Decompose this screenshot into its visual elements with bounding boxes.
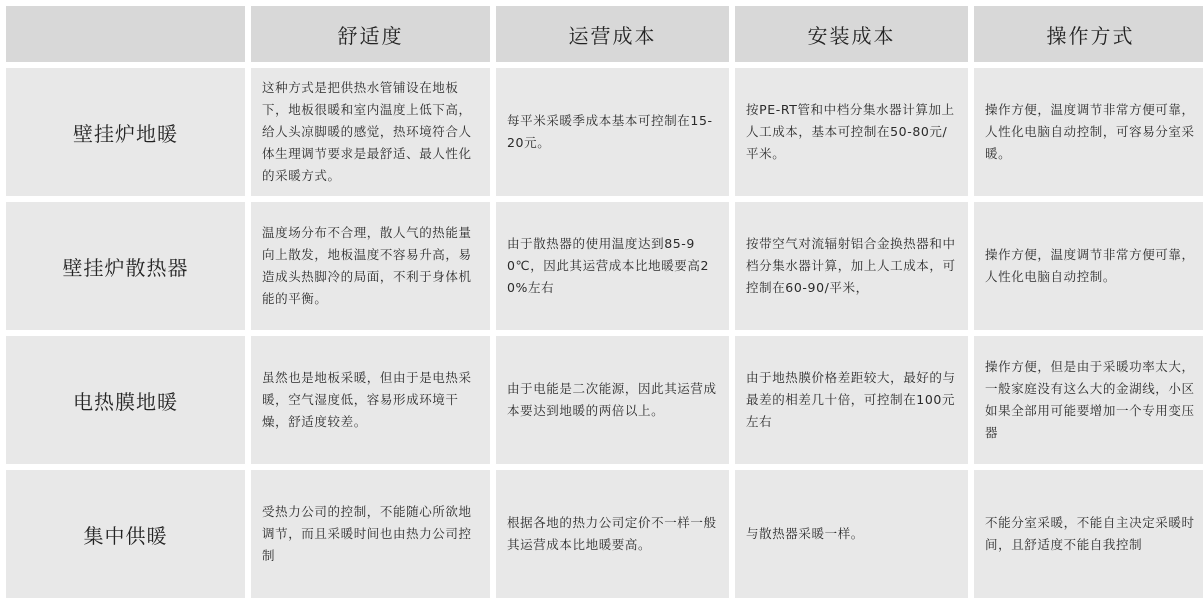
table-cell-comfort	[251, 68, 490, 196]
table-cell-comfort	[251, 202, 490, 330]
header-operating-cost-label: 运营成本	[568, 23, 657, 48]
row-label-central-heating	[6, 470, 245, 598]
table-cell-operating-cost	[496, 68, 729, 196]
cell-text: 这种方式是把供热水管铺设在地板下，地板很暖和室内温度上低下高，给人头凉脚暖的感觉，热环境符合人体生理调节要求是最舒适、最人性化的采暖方式。	[262, 80, 472, 183]
table-cell-comfort	[251, 470, 490, 598]
cell-text: 按带空气对流辐射铝合金换热器和中档分集水器计算，加上人工成本，可控制在60-90/平米，	[746, 236, 956, 295]
table-cell-installation-cost	[735, 470, 968, 598]
table-cell-installation-cost	[735, 336, 968, 464]
row-label-wall-boiler-floor-heating	[6, 68, 245, 196]
header-operation-mode	[974, 6, 1203, 62]
row-label-wall-boiler-radiator	[6, 202, 245, 330]
table-cell-operation-mode	[974, 336, 1203, 464]
cell-text: 受热力公司的控制，不能随心所欲地调节，而且采暖时间也由热力公司控制	[262, 504, 472, 563]
header-installation-cost-label: 安装成本	[807, 23, 896, 48]
cell-text: 由于散热器的使用温度达到85-90℃，因此其运营成本比地暖要高20%左右	[507, 236, 710, 295]
table-cell-operating-cost	[496, 470, 729, 598]
table-cell-installation-cost	[735, 202, 968, 330]
cell-text: 操作方便，温度调节非常方便可靠，人性化电脑自动控制，可容易分室采暖。	[985, 102, 1195, 161]
row-label-text: 电热膜地暖	[73, 389, 178, 414]
table-cell-operating-cost	[496, 336, 729, 464]
table-cell-operation-mode	[974, 202, 1203, 330]
table-cell-operating-cost	[496, 202, 729, 330]
cell-text: 操作方便，但是由于采暖功率太大，一般家庭没有这么大的金湖线，小区如果全部用可能要增加一个专用变压器	[985, 359, 1195, 440]
header-comfort-label: 舒适度	[337, 23, 404, 48]
cell-text: 每平米采暖季成本基本可控制在15-20元。	[507, 113, 713, 150]
row-label-text: 集中供暖	[83, 523, 168, 548]
row-label-electric-film-floor-heating	[6, 336, 245, 464]
cell-text: 根据各地的热力公司定价不一样一般其运营成本比地暖要高。	[507, 515, 717, 552]
header-operation-mode-label: 操作方式	[1046, 23, 1135, 48]
cell-text: 温度场分布不合理，散人气的热能量向上散发，地板温度不容易升高，易造成头热脚冷的局面，不利于身体机能的平衡。	[262, 225, 472, 306]
cell-text: 按PE-RT管和中档分集水器计算加上人工成本，基本可控制在50-80元/平米。	[746, 102, 955, 161]
header-corner-cell	[6, 6, 245, 62]
table-cell-operation-mode	[974, 470, 1203, 598]
table-cell-operation-mode	[974, 68, 1203, 196]
cell-text: 虽然也是地板采暖，但由于是电热采暖，空气湿度低，容易形成环境干燥，舒适度较差。	[262, 370, 472, 429]
cell-text: 与散热器采暖一样。	[746, 526, 864, 541]
table-cell-installation-cost	[735, 68, 968, 196]
header-comfort	[251, 6, 490, 62]
cell-text: 不能分室采暖，不能自主决定采暖时间，且舒适度不能自我控制	[985, 515, 1195, 552]
table-cell-comfort	[251, 336, 490, 464]
header-operating-cost	[496, 6, 729, 62]
cell-text: 操作方便，温度调节非常方便可靠，人性化电脑自动控制。	[985, 247, 1195, 284]
row-label-text: 壁挂炉地暖	[73, 121, 178, 146]
header-installation-cost	[735, 6, 968, 62]
row-label-text: 壁挂炉散热器	[62, 255, 189, 280]
cell-text: 由于地热膜价格差距较大，最好的与最差的相差几十倍，可控制在100元左右	[746, 370, 956, 429]
cell-text: 由于电能是二次能源，因此其运营成本要达到地暖的两倍以上。	[507, 381, 717, 418]
